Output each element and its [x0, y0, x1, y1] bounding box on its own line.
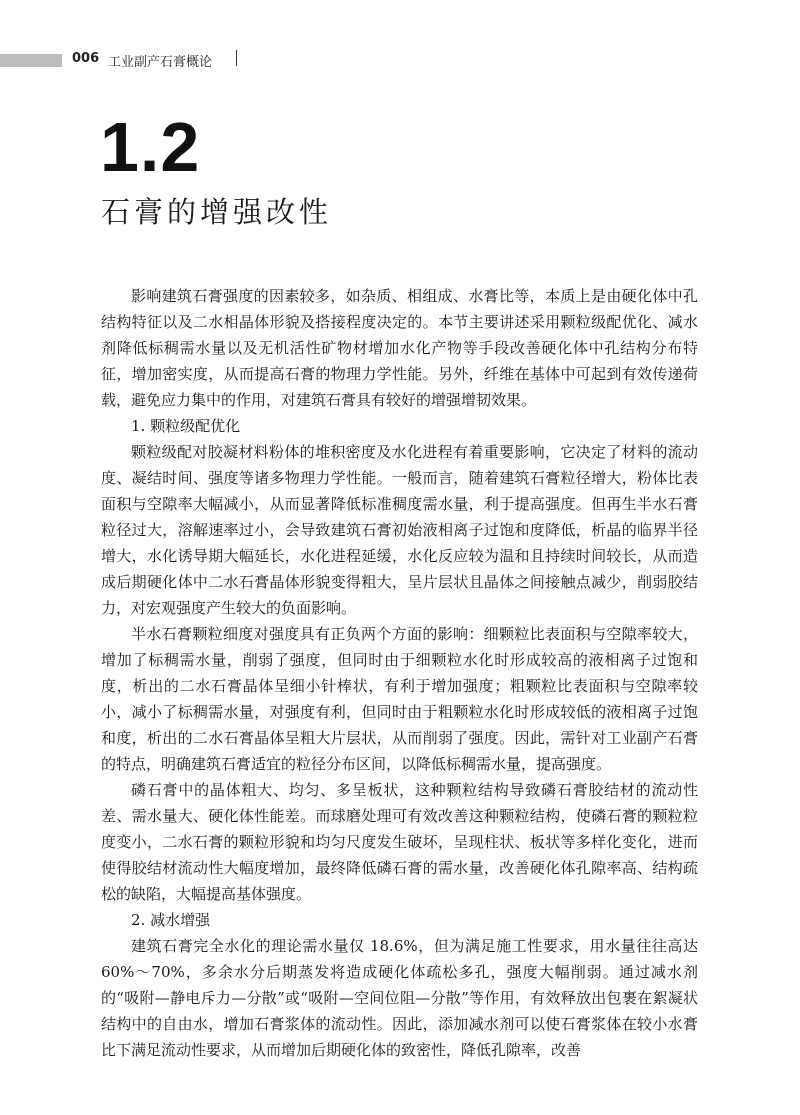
body-text [101, 283, 698, 1063]
paragraph: 磷石膏中的晶体粗大、均匀、多呈板状，这种颗粒结构导致磷石膏胶结材的流动性差、需水量大、硬化体性能差。而球磨处理可有效改善这种颗粒结构，使磷石膏的颗粒粒度变小，二水石膏的颗粒形貌和均匀尺度发生破坏，呈现柱状、板状等多样化变化，进而使得胶结材流动性大幅度增加，最终降低磷石膏的需水量，改善硬化体孔隙率高、结构疏松的缺陷，大幅提高基体强度。 [101, 781, 698, 903]
section-title: 石膏的增强改性 [101, 195, 333, 229]
header-gray-bar [0, 54, 62, 67]
paragraph: 建筑石膏完全水化的理论需水量仅 18.6%，但为满足施工性要求，用水量往往高达60%～70%，多余水分后期蒸发将造成硬化体疏松多孔，强度大幅削弱。通过减水剂的“吸附—静电斥力—分散”或“吸附—空间位阻—分散”等作用，有效释放出包裹在絮凝状结构中的自由水，增加石膏浆体的流动性。因此，添加减水剂可以使石膏浆体在较小水膏比下满足流动性要求，从而增加后期硬化体的致密性，降低孔隙率，改善 [101, 937, 698, 1059]
subheading-particle-gradation: 1. 颗粒级配优化 [131, 417, 241, 435]
paragraph: 半水石膏颗粒细度对强度具有正负两个方面的影响：细颗粒比表面积与空隙率较大，增加了标稠需水量，削弱了强度，但同时由于细颗粒水化时形成较高的液相离子过饱和度，析出的二水石膏晶体呈细小针棒状，有利于增加强度；粗颗粒比表面积与空隙率较小，减小了标稠需水量，对强度有利，但同时由于粗颗粒水化时形成较低的液相离子过饱和度，析出的二水石膏晶体呈粗大片层状，从而削弱了强度。因此，需针对工业副产石膏的特点，明确建筑石膏适宜的粒径分布区间，以降低标稠需水量，提高强度。 [101, 625, 698, 773]
section-number: 1.2 [100, 108, 201, 186]
paragraph: 颗粒级配对胶凝材料粉体的堆积密度及水化进程有着重要影响，它决定了材料的流动度、凝结时间、强度等诸多物理力学性能。一般而言，随着建筑石膏粒径增大，粉体比表面积与空隙率大幅减小，从而显著降低标准稠度需水量，利于提高强度。但再生半水石膏粒径过大，溶解速率过小，会导致建筑石膏初始液相离子过饱和度降低，析晶的临界半径增大，水化诱导期大幅延长，水化进程延缓，水化反应较为温和且持续时间较长，从而造成后期硬化体中二水石膏晶体形貌变得粗大，呈片层状且晶体之间接触点减少，削弱胶结力，对宏观强度产生较大的负面影响。 [101, 443, 698, 617]
subheading-water-reduction: 2. 减水增强 [131, 911, 211, 929]
header-divider [236, 50, 237, 66]
paragraph: 影响建筑石膏强度的因素较多，如杂质、相组成、水膏比等，本质上是由硬化体中孔结构特征以及二水相晶体形貌及搭接程度决定的。本节主要讲述采用颗粒级配优化、减水剂降低标稠需水量以及无机活性矿物材增加水化产物等手段改善硬化体中孔结构分布特征，增加密实度，从而提高石膏的物理力学性能。另外，纤维在基体中可起到有效传递荷载，避免应力集中的作用，对建筑石膏具有较好的增强增韧效果。 [101, 287, 698, 409]
page-number: 006 [72, 51, 100, 66]
running-header-book-title: 工业副产石膏概论 [108, 55, 213, 70]
